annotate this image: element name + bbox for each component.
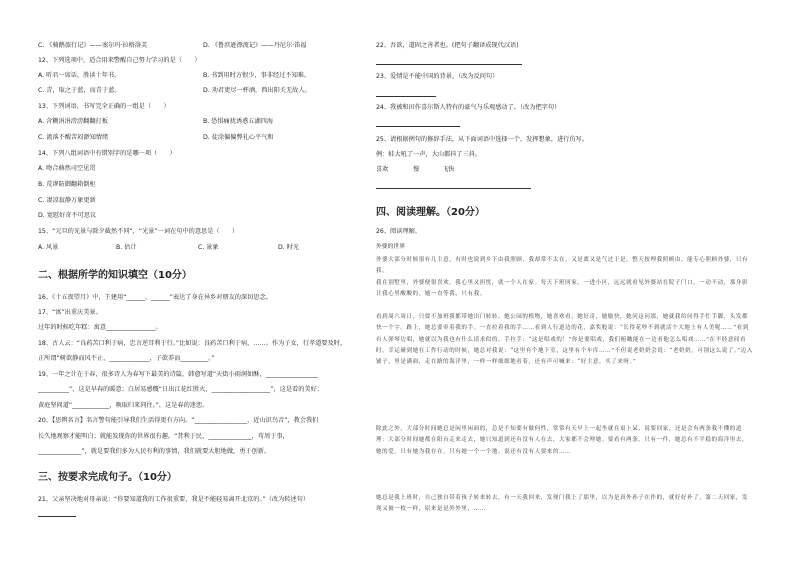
q15-option-d[interactable]: D. 时光	[278, 244, 300, 251]
passage-title: 外婆的世界	[376, 244, 405, 250]
q25-word-2[interactable]: 慢	[413, 166, 420, 173]
q13-stem: 13、下列词语，书写完全正确的一组是（ ）	[38, 103, 170, 110]
q13-option-b[interactable]: B. 恐惧痛扰诱惑五湖四海	[203, 118, 274, 125]
q23-text: 23、爱情是不能中国的背景。（改为反问句）	[376, 73, 499, 80]
q20-text-3[interactable]: ______________”，就是要我们多为人民有利的事情，我们就要大胆地做，勇于创新。	[38, 448, 271, 455]
q11-option-c[interactable]: C. 《骑鹅旅行记》——塞尔玛·拉格洛芙	[38, 42, 148, 49]
section-4-title: 四、阅读理解。（20分）	[376, 207, 485, 218]
q21-answer-line[interactable]	[38, 516, 76, 517]
q12-option-c[interactable]: C. 青，取之于蓝，而青于蓝。	[38, 87, 121, 94]
q19-text-3[interactable]: 黄庭坚问道“____________，唤取归来同住。”，这是春的迷恋。	[38, 402, 209, 409]
q26-text: 26、阅读理解。	[376, 228, 421, 235]
passage-paragraph-1: 外婆大部分时候很有几主意，有时也说到乡下由我照顾，我却常不太在，又是离又是气过于是，整天按理我照顾由，能专心照顾外婆，只有我。	[376, 257, 749, 275]
q15-option-a[interactable]: A. 风景	[38, 244, 59, 251]
q25-example: 例：蛙大吼了一声，大山都抖了三抖。	[376, 151, 482, 158]
q15-option-c[interactable]: C. 景象	[198, 244, 219, 251]
q14-option-a[interactable]: A. 吻合赫然司空见贯	[38, 165, 96, 172]
q18-blank-line[interactable]: 正所谓“树欲静而风不止，_____________，子欲养而_________。”	[38, 355, 215, 362]
q22-answer-line[interactable]	[376, 64, 522, 65]
q12-option-a[interactable]: A. 听君一席话，胜读十年书。	[38, 72, 121, 79]
q21-text: 21、父亲坚决地对母亲说：“你要知道我的工作很重要，我是不能轻易离开北京的。”（改为转述句）	[38, 496, 310, 503]
q12-stem: 12、下列选项中，适合用来警醒自己努力学习的是（ ）	[38, 57, 201, 64]
section-2-title: 二、根据所学的知识填空（10分）	[38, 270, 192, 281]
section-3-title: 三、按要求完成句子。（10分）	[38, 472, 177, 483]
q20-text-2[interactable]: 长久地观察才能明白；就能发现你的世界很有趣。“昔利于民，______________，苟周于事，	[38, 433, 289, 440]
q25-word-1[interactable]: 喜欢	[376, 166, 389, 173]
q22-text: 22、吾欲，道固之善者也。(把句子翻译成现代汉语)	[376, 42, 519, 49]
q24-text: 24、我被和田作喜尔斯人特有的豪气与乐观感动了。（改为把字句）	[376, 104, 561, 111]
q12-option-d[interactable]: D. 劝君更尽一杯酒，西出阳关无故人。	[203, 87, 311, 94]
q15-option-b[interactable]: B. 估计	[116, 244, 137, 251]
q18-text: 18、古人云：“良药苦口利于病，忠言逆耳利于行。”比如说：良药苦口利于病，……。作为子女，行孝道要及时，	[38, 340, 347, 347]
q14-option-c[interactable]: C. 凄凉寂静万象更新	[38, 197, 96, 204]
q13-option-a[interactable]: A. 含糊涓涓滂滂翻翻打板	[38, 118, 108, 125]
passage-paragraph-2: 我在别墅里，外婆便很喜欢。我心里又担忧，就一个人在家。每天下班回家，一进小区，远远就看见外婆站在院子门口，一动不动，那身影让我心里酸酸的。她一直等我，只有我。	[376, 280, 749, 298]
q12-option-b[interactable]: B. 书到用时方恨少，事非经过不知难。	[203, 72, 311, 79]
q14-option-b[interactable]: B. 荒谬防御翻箱倒柜	[38, 181, 96, 188]
q25-answer-line[interactable]	[376, 188, 531, 189]
q23-answer-line[interactable]	[376, 96, 436, 97]
passage-paragraph-3: 看到周六周日，只要不加班我都带她出门转转。她公园的植物，她喜欢看，她好奇，她愉快，她问这问那，她就我给问得手忙手脚，头发都快一个字。路上，她总要牵着我的手。一直拉着我的手……看到人行道边的花，嘉奖般说：“长得花吵不到就活个大地上有人美呢……”看到有人弹琴边唱，她就以为我也有什么请求似的，手拉手：“这是唱戏的！”你是要唱戏，我们俯瞰能在一边看他怎么唱戏……”在不经意间看时，幸运碰到她在工作行动的时候，她总对我说：“这里有个地下室，这里有个车库……”不但说老奶奶会说：“老奶奶，可别这么说了。”迈入铺子，里是满面，走在路的海洋里，一样一样细细地看着，还有声可喊来：“好主意，买了来呀。”	[376, 314, 753, 366]
passage-paragraph-5: 她总是我上班时，自己独自带着孩子转来转去，有一天我回来，发现门我上了那里，以为是真外孙子在作的，就好好补了，第二天回家，发现又被一枚一样，原来是是外外里，……	[376, 495, 749, 513]
q14-stem: 14、下列八组词语中有错别字的是哪一项（ ）	[38, 150, 176, 157]
q24-answer-line[interactable]	[376, 126, 460, 127]
q14-option-d[interactable]: D. 宽慰好奇不可思议	[38, 212, 97, 219]
q13-option-d[interactable]: D. 徒涂偏偏弊礼心平气和	[203, 134, 274, 141]
q19-text-2[interactable]: __________”，这是早春的暖意；白居易感慨“日出江花红胜火，___________________”，这是看的美好；	[38, 386, 323, 393]
q19-text-1: 19、一年之计在于春，很多诗人为春写下最美的诗篇，韩愈写道“天街小雨润如酥，_________________	[38, 371, 319, 378]
q11-option-d[interactable]: D. 《鲁滨逊漂流记》——丹尼尔·笛福	[203, 42, 307, 49]
q13-option-c[interactable]: C. 流落不醒苦闷渺知情绪	[38, 134, 109, 141]
q17-blank-line[interactable]: 过年的时候吃年糕：寓意________________。	[38, 324, 162, 331]
q16-text: 16、《十五夜望月》中，王建用“______，______”表达了身在异乡对朋友的深切思念。	[38, 294, 272, 301]
q25-text: 25、请根据例句的修辞手法，从下面词语中选择一个，发挥想象，进行仿写。	[376, 136, 589, 143]
q25-word-3[interactable]: 飞快	[442, 166, 455, 173]
q15-stem: 15、“元旦的光景与除夕截然不同”，“光景”一词在句中的意思是（ ）	[38, 228, 239, 235]
q17-text: 17、“寓”出重庆美景。	[38, 309, 102, 316]
q20-text-1: 20、【思辨名言】名言警句能引导我们生活得更有方向。“_________________，近山识鸟音”，教会我们	[38, 417, 319, 424]
passage-paragraph-4: 除此之外，大部分时间她总是闲里闲面的，总是不知要有做何性，常常有天早上一起坐就在桌上呆，说要回家，还是会有两条我不懂的道理：大部分时间她都在阳台走来走去，她只知道到还有没有人在去，大家都不会理她。要看有两条。只有一件，她总有不平稳的海洋里去，她的爱。只有她为我存在，只有她一个一个地，说还有没有人要来的……	[376, 426, 749, 455]
